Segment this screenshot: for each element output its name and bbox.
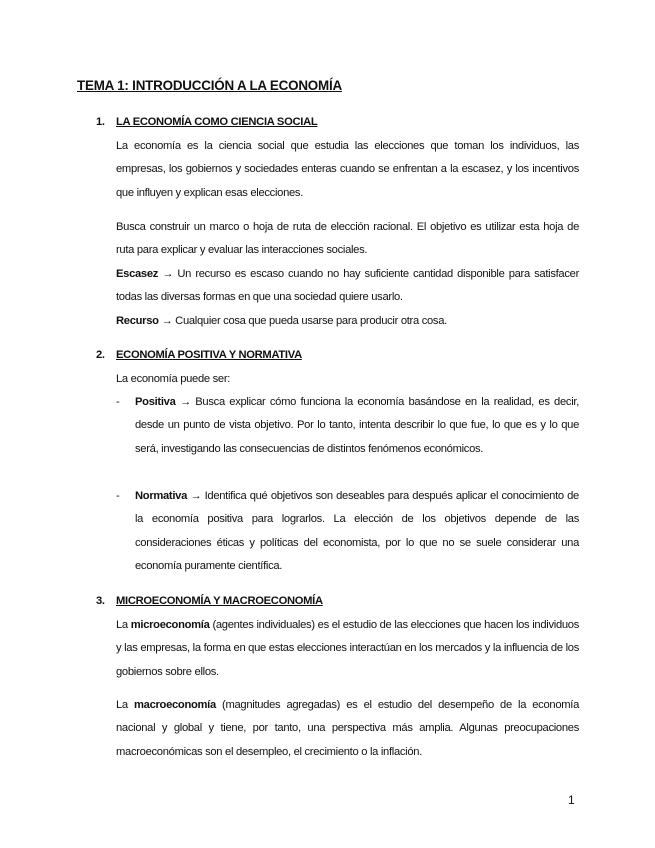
section-3-paragraph-1-text: (agentes individuales) es el estudio de las elecciones que hacen los individuos y las empresas, la forma en que estas elecciones interactúan en los mercados y la influencia de los gobiernos sobre ellos. (116, 619, 580, 678)
arrow-icon: → (162, 268, 174, 280)
definition-recurso (116, 310, 579, 333)
arrow-icon: → (190, 490, 202, 502)
section-1-number: 1. (96, 116, 105, 128)
paragraph-lead: La (116, 619, 131, 631)
section-3-paragraph-2 (116, 694, 579, 764)
section-3-paragraph-2-text: (magnitudes agregadas) es el estudio del desempeño de la economía nacional y global y tiene, por tanto, una perspectiva más amplia. Algunas preocupaciones macroeconómicas son el desempleo, el crecimiento o la inflación. (116, 699, 579, 758)
section-1-heading (96, 116, 317, 128)
bullet-marker: - (116, 490, 120, 502)
bullet-normativa-text: Identifica qué objetivos son deseables para después aplicar el conocimiento de la economía positiva para lograrlos. La elección de los objetivos depende de las consideraciones éticas y políticas del economista, por lo que no se suele considerar una economía puramente científica. (135, 490, 579, 572)
section-1-title: LA ECONOMÍA COMO CIENCIA SOCIAL (116, 116, 318, 128)
document-title: TEMA 1: INTRODUCCIÓN A LA ECONOMÍA (77, 78, 342, 93)
section-2-title: ECONOMÍA POSITIVA Y NORMATIVA (116, 349, 302, 361)
section-1-paragraph-2: Busca construir un marco o hoja de ruta de elección racional. El objetivo es utilizar esta hoja de ruta para explicar y evaluar las interacciones sociales. (116, 221, 579, 257)
term-recurso: Recurso (116, 315, 159, 327)
section-1-paragraph-1: La economía es la ciencia social que estudia las elecciones que toman los individuos, las empresas, los gobiernos y sociedades enteras cuando se enfrentan a la escasez, y los incentivos que influyen y explican esas elecciones. (116, 140, 579, 199)
term-positiva: Positiva (135, 396, 176, 408)
bullet-normativa (135, 485, 579, 578)
paragraph-lead: La (116, 699, 134, 711)
term-microeconomia: microeconomía (130, 619, 210, 631)
page-number: 1 (568, 793, 575, 807)
bullet-marker: - (116, 396, 120, 408)
section-2-heading (96, 349, 302, 361)
section-3-title: MICROECONOMÍA Y MACROECONOMÍA (116, 595, 323, 607)
section-2-intro: La economía puede ser: (116, 373, 231, 385)
arrow-icon: → (179, 396, 191, 408)
bullet-positiva-text: Busca explicar cómo funciona la economía basándose en la realidad, es decir, desde un punto de vista objetivo. Por lo tanto, intenta describir lo que fue, lo que es y lo que será, investigando las consecuencias de distintos fenómenos económicos. (135, 396, 579, 455)
definition-escasez-text: Un recurso es escaso cuando no hay suficiente cantidad disponible para satisfacer todas las diversas formas en que una sociedad quiere usarlo. (116, 268, 579, 304)
bullet-positiva (135, 391, 579, 461)
term-macroeconomia: macroeconomía (134, 699, 216, 711)
section-3-paragraph-1 (116, 614, 579, 684)
definition-escasez (116, 263, 579, 310)
definition-recurso-text: Cualquier cosa que pueda usarse para producir otra cosa. (172, 315, 447, 327)
section-2-number: 2. (96, 349, 105, 361)
term-escasez: Escasez (116, 268, 159, 280)
section-3-number: 3. (96, 595, 105, 607)
section-3-heading (96, 595, 323, 607)
arrow-icon: → (161, 315, 173, 327)
term-normativa: Normativa (135, 490, 188, 502)
